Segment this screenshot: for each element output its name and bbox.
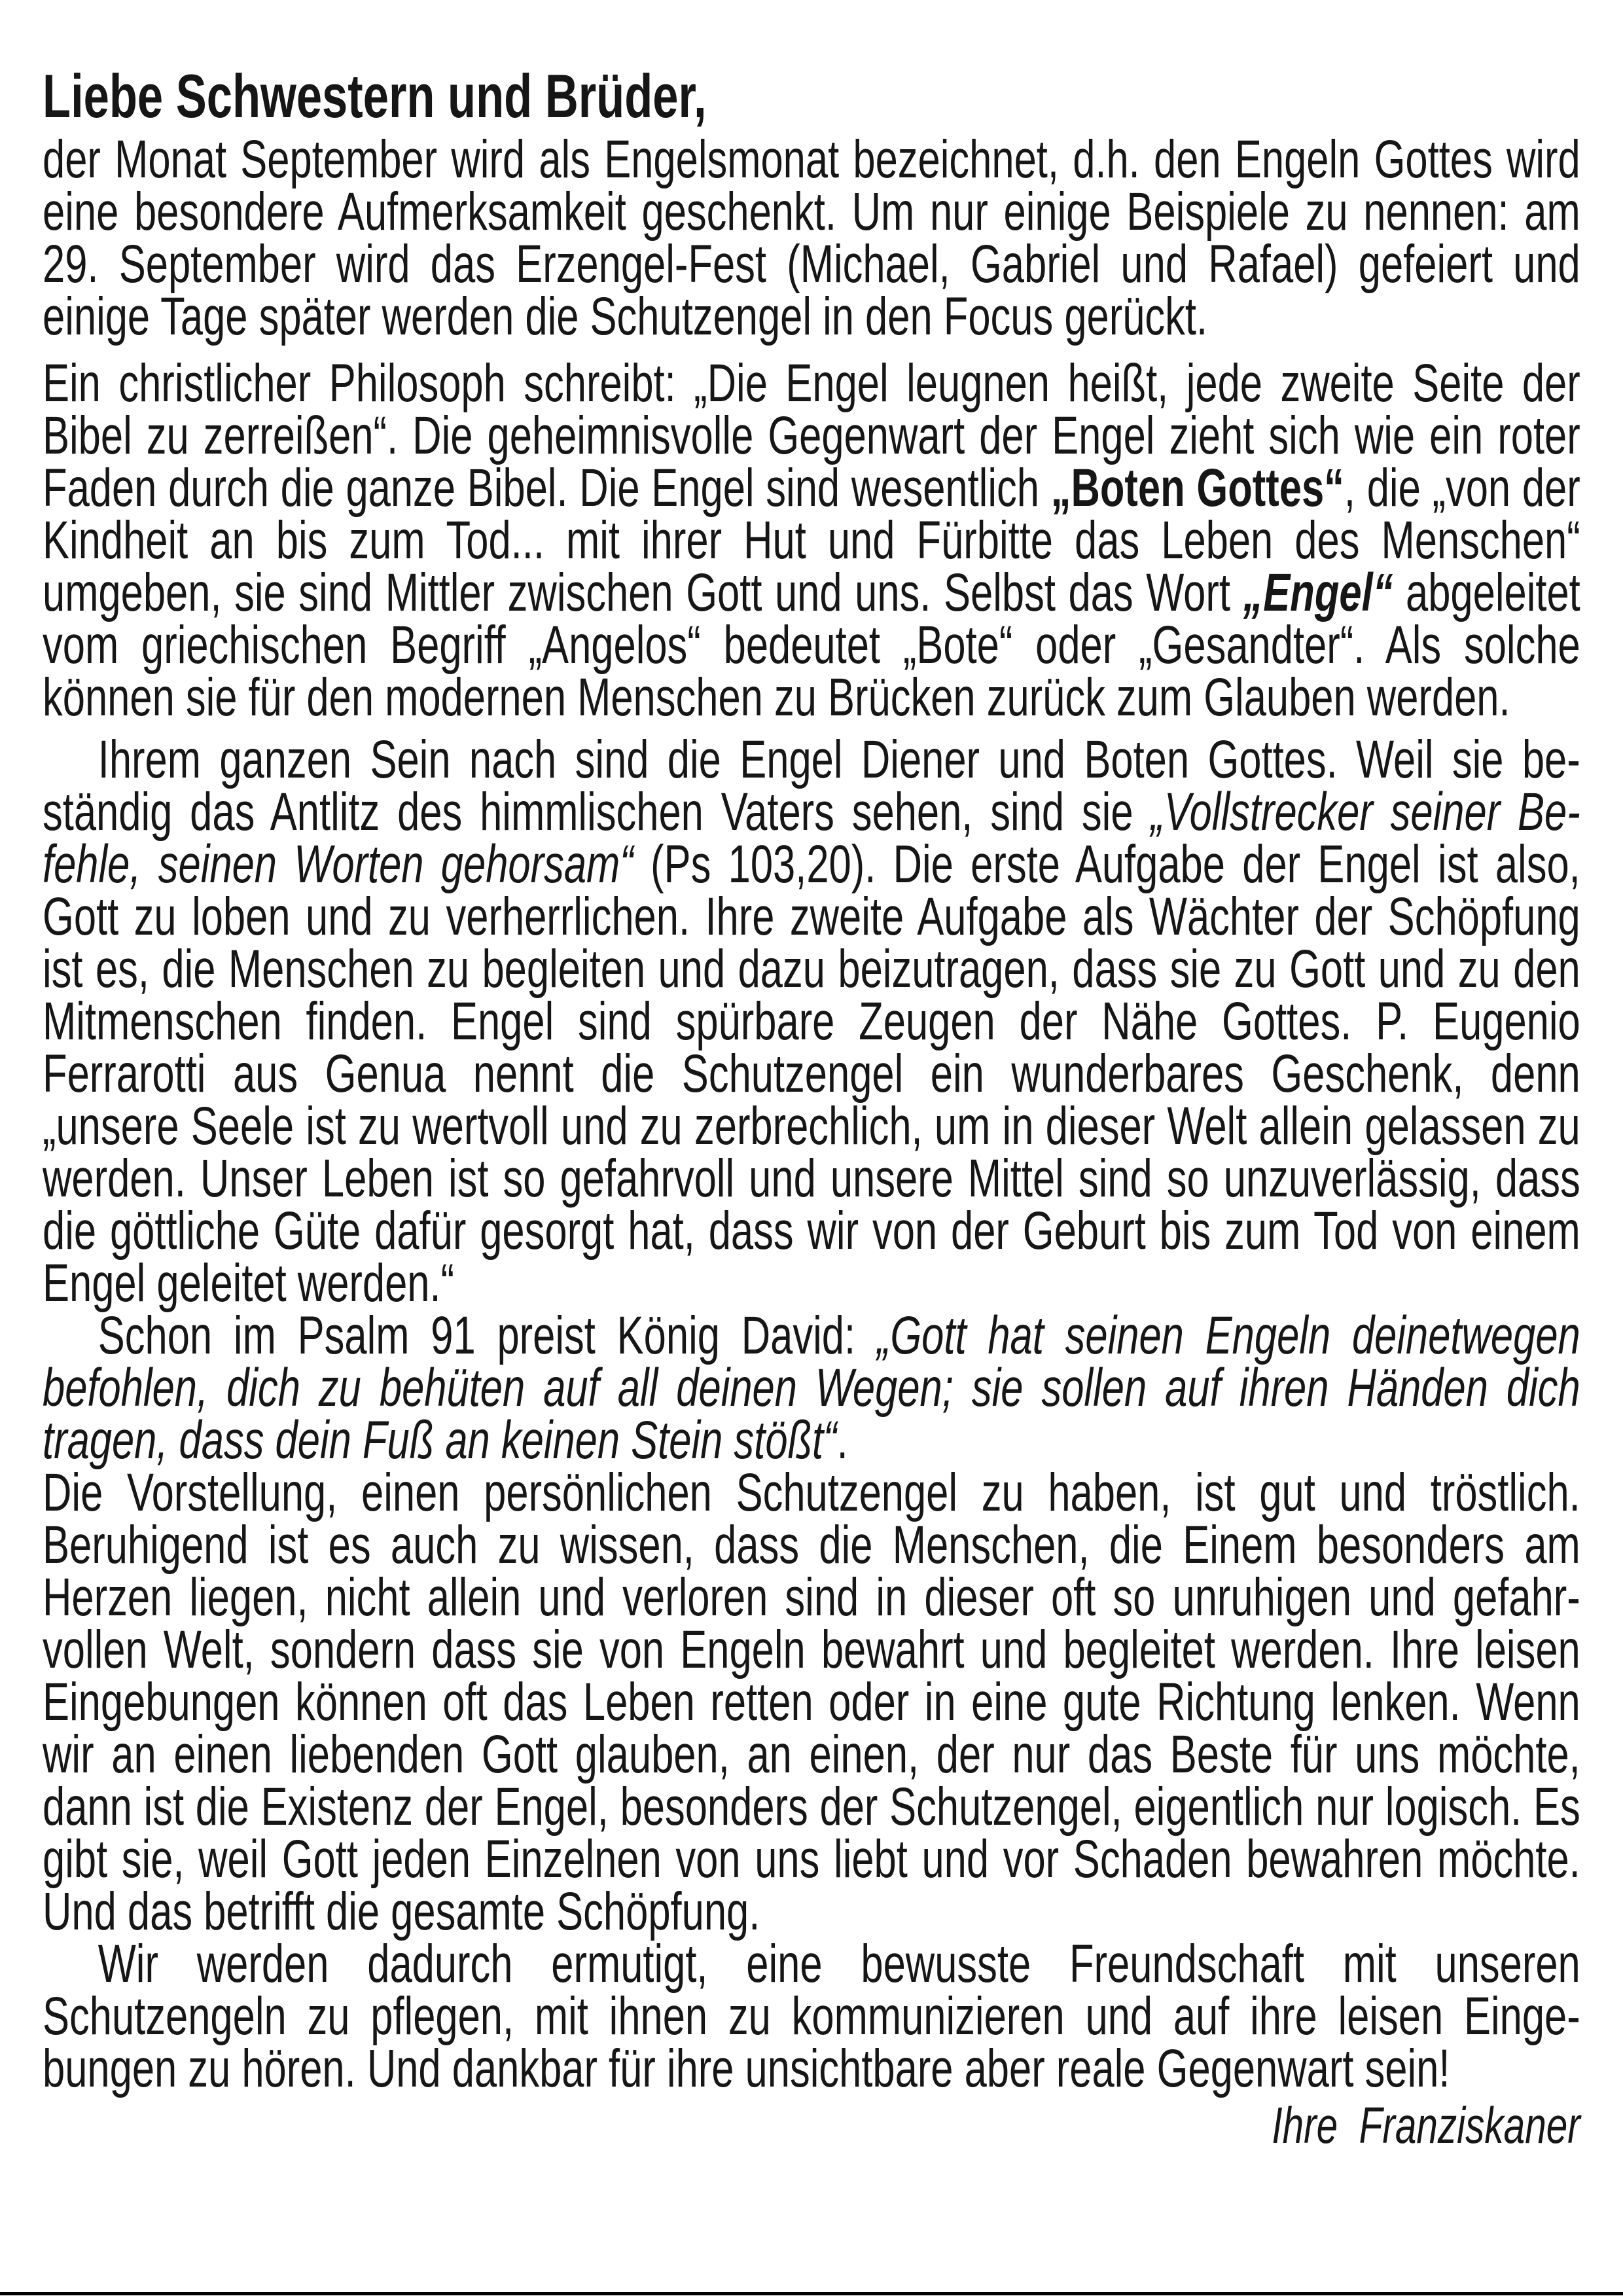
text-run: Die Vorstellung, einen persönlichen Schutzengel zu haben, ist gut und tröstlich. Beruhigend ist es auch zu wissen, dass die Menschen, die Einem besonders am Herzen liegen, nicht allein und verloren sind in dieser oft so unruhigen und gefahrvollen Welt, sondern dass sie von Engeln bewahrt und begleitet werden. Ihre leisen Eingebungen können oft das Leben retten oder in eine gute Richtung lenken. Wenn wir an einen liebenden Gott glauben, an einen, der nur das Beste für uns möchte, dann ist die Existenz der Engel, besonders der Schutzengel, eigentlich nur logisch. Es gibt sie, weil Gott jeden Einzelnen von uns liebt und vor Schaden bewahren möchte. Und das betrifft die gesamte Schöpfung. [43,1463,1580,1941]
text-run-italic: „Vollstrecker seiner Befehle, seinen Worten gehorsam“ [43,782,1580,894]
text-run: Schon im Psalm 91 preist König David: [98,1306,877,1365]
paragraph-diener-und-boten [43,730,1580,1313]
paragraph-boten-gottes [43,353,1580,727]
text-run: . [836,1410,848,1470]
paragraph-persoenlicher-schutzengel [43,1463,1580,1941]
salutation-heading: Liebe Schwestern und Brüder, [43,62,707,130]
text-run: der Monat September wird als Engelsmonat bezeichnet, d.h. den Engeln Gottes wird eine besondere Aufmerksamkeit geschenkt. Um nur einige Beispiele zu nennen: am 29. September wird das Erzengel-Fest (Michael, Gabriel und Rafael) gefeiert und einige Tage später werden die Schutzengel in den Focus gerückt. [43,130,1580,346]
text-run: Ein christlicher Philosoph schreibt: „Die Engel leugnen heißt, jede zweite Seite der Bibel zu zerreißen“. Die geheimnisvolle Gegenwart der Engel zieht sich wie ein roter Faden durch die ganze Bibel. Die Engel sind wesentlich [43,353,1580,518]
signature-franziskaner: Ihre Franziskaner [1272,2096,1580,2154]
text-run: , die „von der Kindheit an bis zum Tod... mit ihrer Hut und Fürbitte das Leben des Menschen“ umgeben, sie sind Mittler zwischen Gott und uns. Selbst das Wort [43,458,1580,622]
text-run: (Ps 103,20). Die erste Aufgabe der Engel ist also, Gott zu loben und zu verherrlichen. Ihre zweite Aufgabe als Wächter der Schöpfung ist es, die Menschen zu begleiten und dazu beizutragen, dass sie zu Gott und zu den Mitmenschen finden. Engel sind spürbare Zeugen der Nähe Gottes. P. Eugenio Ferrarotti aus Genua nennt die Schutzengel ein wunderbares Geschenk, denn „unsere Seele ist zu wertvoll und zu zerbrechlich, um in dieser Welt allein gelassen zu werden. Unser Leben ist so gefahrvoll und unsere Mittel sind so unzuverlässig, dass die göttliche Güte dafür gesorgt hat, dass wir von der Geburt bis zum Tod von einem Engel geleitet werden.“ [43,834,1580,1313]
text-run-italic: „Gott hat seinen Engeln deinetwegen befohlen, dich zu behüten auf all deinen Wegen; sie sollen auf ihren Händen dich tragen, dass dein Fuß an keinen Stein stößt“ [43,1306,1580,1470]
text-run: abgeleitet vom griechischen Begriff „Angelos“ bedeutet „Bote“ oder „Gesandter“. Als solche können sie für den modernen Menschen zu Brücken zurück zum Glauben werden. [43,563,1580,727]
paragraph-psalm-91 [43,1306,1580,1470]
text-run-bold: „Boten Gottes“ [1050,458,1344,518]
paragraph-september-engelsmonat [43,130,1580,346]
text-run: Wir werden dadurch ermutigt, eine bewusste Freundschaft mit unseren Schutzengeln zu pflegen, mit ihnen zu kommunizieren und auf ihre leisen Eingebungen zu hören. Und dankbar für ihre unsichtbare aber reale Gegenwart sein! [43,1934,1580,2098]
text-run: Ihrem ganzen Sein nach sind die Engel Diener und Boten Gottes. Weil sie beständig das Antlitz des himmlischen Vaters sehen, sind sie [43,730,1580,842]
text-column [43,62,1580,2154]
paragraph-freundschaft [43,1934,1580,2098]
text-run-bold-italic: „Engel“ [1243,563,1393,622]
scan-edge-line [0,2292,1623,2295]
